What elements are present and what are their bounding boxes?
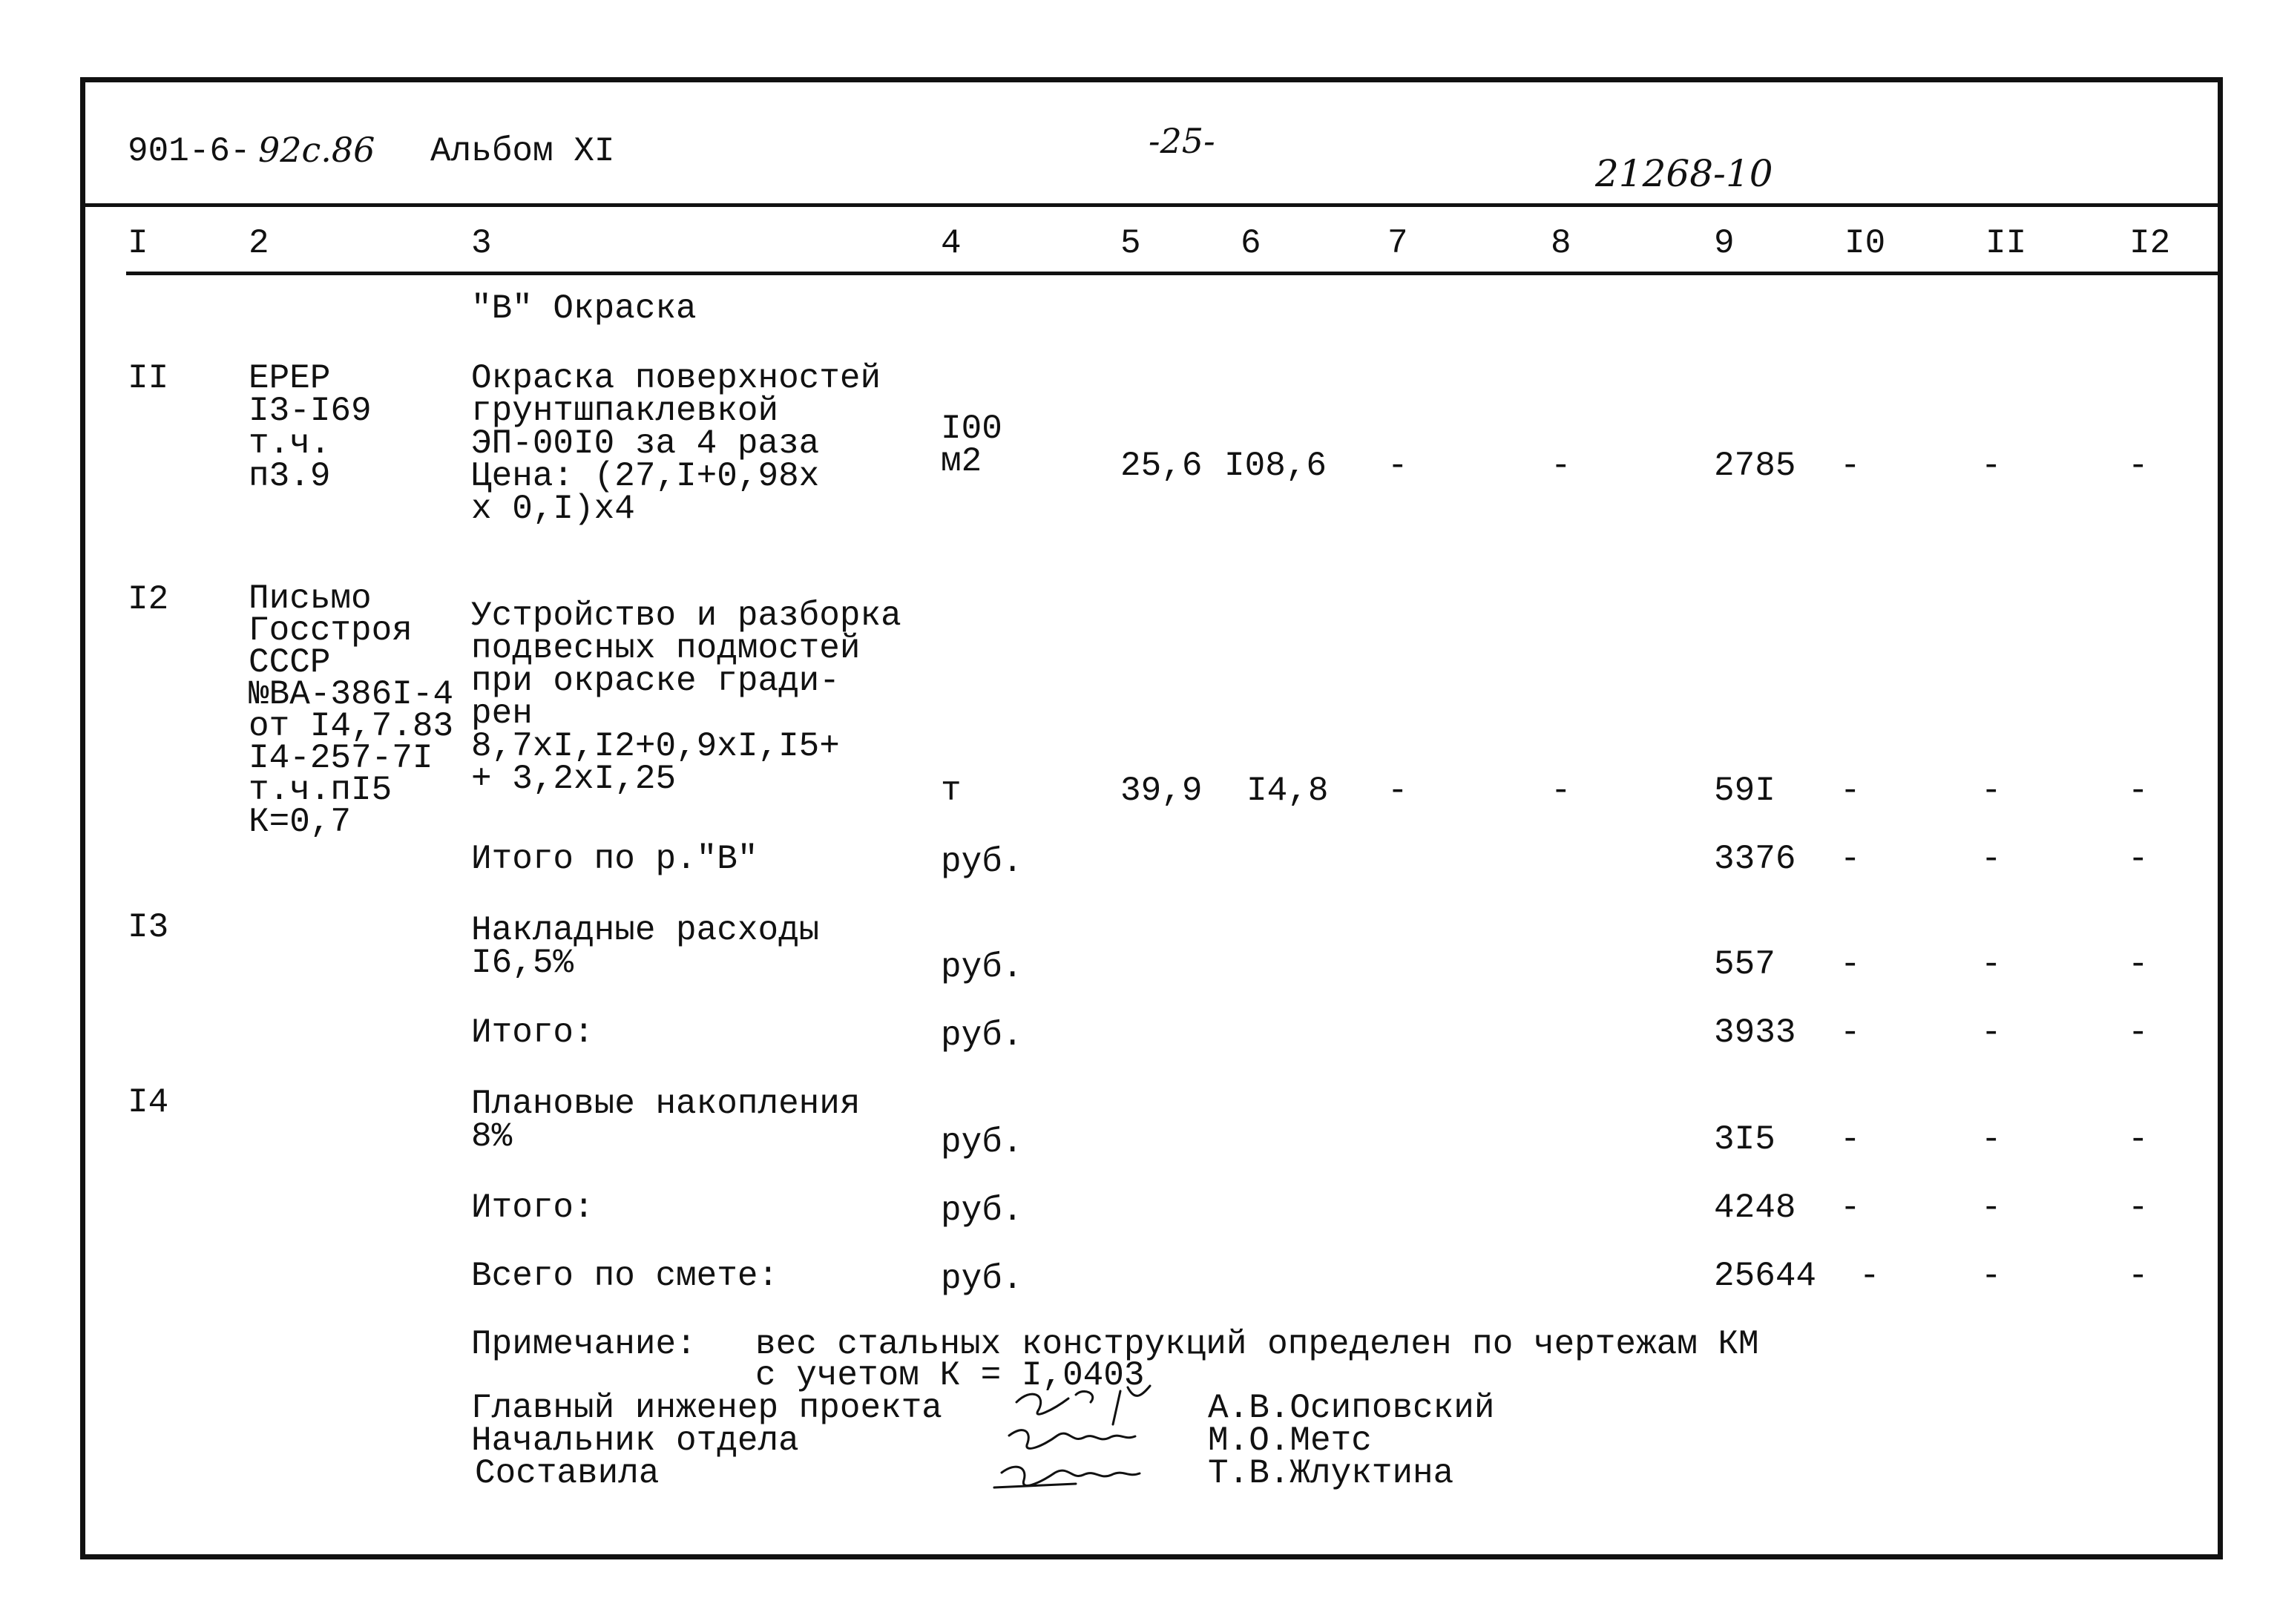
subtotal-b-label: Итого по р."В" <box>471 840 758 878</box>
total2-label: Итого: <box>471 1189 594 1227</box>
col-header-10: I0 <box>1844 224 1886 263</box>
col-header-11: II <box>1985 224 2027 263</box>
doc-code: 901-6- <box>128 132 251 171</box>
col-header-6: 6 <box>1241 224 1261 263</box>
grand-total-unit: руб. <box>941 1260 1023 1298</box>
column-header-rule <box>126 272 2218 275</box>
row-11-unit: I00 м2 <box>941 410 1002 481</box>
row-11-number: II <box>128 359 169 398</box>
total1-col10: - <box>1840 1013 1861 1052</box>
total2-col12: - <box>2128 1189 2149 1227</box>
signature-role-compiler: Составила <box>475 1454 660 1493</box>
planned-col10: - <box>1840 1120 1861 1159</box>
overhead-col9: 557 <box>1714 945 1775 984</box>
total2-col11: - <box>1981 1189 2002 1227</box>
row-12-col5: 39,9 <box>1120 772 1203 810</box>
overhead-number: I3 <box>128 908 169 947</box>
total1-unit: руб. <box>941 1016 1023 1055</box>
grand-total-label: Всего по смете: <box>471 1257 779 1295</box>
row-11-basis: ЕРЕР I3-I69 т.ч. п3.9 <box>249 359 372 496</box>
row-12-col9: 59I <box>1714 772 1775 810</box>
row-11-col9: 2785 <box>1714 447 1796 485</box>
overhead-unit: руб. <box>941 948 1023 987</box>
header-rule <box>82 203 2218 207</box>
row-11-col10: - <box>1840 447 1861 485</box>
planned-name: Плановые накопления 8% <box>471 1085 861 1156</box>
row-11-col7: - <box>1387 447 1408 485</box>
row-11-name: Окраска поверхностей грунтшпаклевкой ЭП-00I0 за 4 раза Цена: (27,I+0,98х х 0,I)х4 <box>471 359 881 528</box>
grand-total-col10: - <box>1859 1257 1880 1295</box>
col-header-5: 5 <box>1120 224 1141 263</box>
page-number: -25- <box>1149 121 1215 161</box>
row-12-number: I2 <box>128 580 169 619</box>
total1-col9: 3933 <box>1714 1013 1796 1052</box>
row-12-unit: т <box>941 772 962 810</box>
planned-col9: 3I5 <box>1714 1120 1775 1159</box>
subtotal-b-col11: - <box>1981 840 2002 878</box>
total2-col10: - <box>1840 1189 1861 1227</box>
overhead-col10: - <box>1840 945 1861 984</box>
row-11-col5: 25,6 <box>1120 447 1203 485</box>
grand-total-col12: - <box>2128 1257 2149 1295</box>
planned-col11: - <box>1981 1120 2002 1159</box>
col-header-2: 2 <box>249 224 269 263</box>
row-12-col7: - <box>1387 772 1408 810</box>
subtotal-b-col12: - <box>2128 840 2149 878</box>
note-line-1: вес стальных конструкций определен по чертежам КМ <box>755 1325 1759 1364</box>
signature-name-dept-head: М.О.Метс <box>1208 1421 1372 1460</box>
signature-role-dept-head: Начальник отдела <box>471 1421 799 1460</box>
row-11-col6: I08,6 <box>1224 447 1327 485</box>
col-header-4: 4 <box>941 224 962 263</box>
album-label: Альбом XI <box>430 132 615 171</box>
col-header-3: 3 <box>471 224 492 263</box>
overhead-name: Накладные расходы I6,5% <box>471 911 820 982</box>
row-12-basis: Письмо Госстроя СССР №ВА-386I-4 от I4,7.83 I4-257-7I т.ч.пI5 К=0,7 <box>249 579 454 841</box>
planned-col12: - <box>2128 1120 2149 1159</box>
subtotal-b-col10: - <box>1840 840 1861 878</box>
row-12-name: Устройство и разборка подвесных подмостей при окраске гради- рен 8,7хI,I2+0,9хI,I5+ + 3,2хI,25 <box>471 596 901 798</box>
stamp-number: 21268-10 <box>1595 152 1773 195</box>
col-header-8: 8 <box>1551 224 1571 263</box>
overhead-col12: - <box>2128 945 2149 984</box>
col-header-9: 9 <box>1714 224 1735 263</box>
subtotal-b-unit: руб. <box>941 843 1023 881</box>
planned-number: I4 <box>128 1083 169 1122</box>
col-header-1: I <box>128 224 148 263</box>
signature-name-chief-engineer: А.В.Осиповский <box>1208 1389 1495 1427</box>
total1-col12: - <box>2128 1013 2149 1052</box>
planned-unit: руб. <box>941 1123 1023 1162</box>
total1-label: Итого: <box>471 1013 594 1052</box>
total1-col11: - <box>1981 1013 2002 1052</box>
grand-total-col9: 25644 <box>1714 1257 1817 1295</box>
doc-code-handwritten: 92с.86 <box>258 130 375 170</box>
row-12-col11: - <box>1981 772 2002 810</box>
row-11-col12: - <box>2128 447 2149 485</box>
row-11-col8: - <box>1551 447 1571 485</box>
row-12-col6: I4,8 <box>1246 772 1329 810</box>
note-label: Примечание: <box>471 1325 697 1364</box>
total2-col9: 4248 <box>1714 1189 1796 1227</box>
handwritten-signatures-image <box>987 1380 1224 1506</box>
col-header-7: 7 <box>1387 224 1408 263</box>
subtotal-b-col9: 3376 <box>1714 840 1796 878</box>
col-header-12: I2 <box>2129 224 2171 263</box>
overhead-col11: - <box>1981 945 2002 984</box>
section-title: "В" Окраска <box>471 289 697 328</box>
row-12-col8: - <box>1551 772 1571 810</box>
signature-role-chief-engineer: Главный инженер проекта <box>471 1389 942 1427</box>
signature-name-compiler: Т.В.Жлуктина <box>1208 1454 1454 1493</box>
row-11-col11: - <box>1981 447 2002 485</box>
grand-total-col11: - <box>1981 1257 2002 1295</box>
total2-unit: руб. <box>941 1191 1023 1230</box>
note-line-2: с учетом К = I,0403 <box>755 1356 1145 1395</box>
row-12-col10: - <box>1840 772 1861 810</box>
row-12-col12: - <box>2128 772 2149 810</box>
